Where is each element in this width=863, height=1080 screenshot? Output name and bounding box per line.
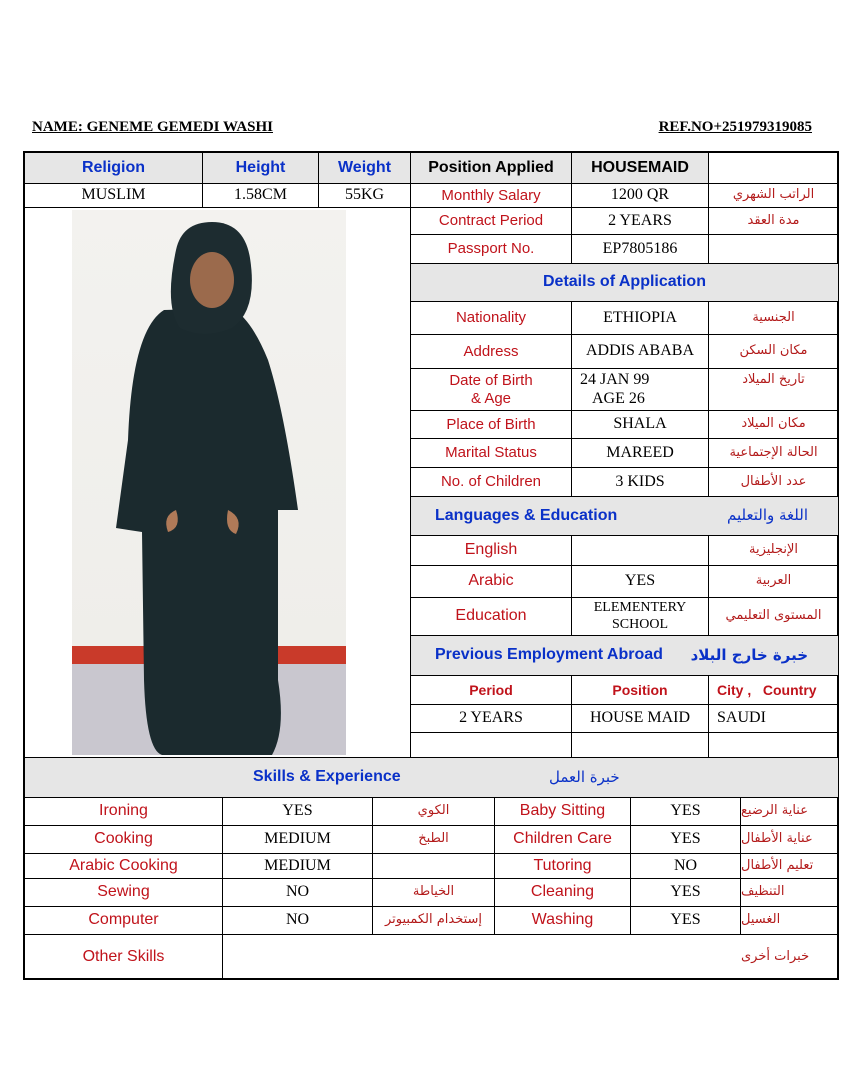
dob-label-line1: Date of Birth: [449, 372, 533, 390]
skill-tutoring-value: NO: [631, 854, 741, 879]
skill-cleaning-value: YES: [631, 879, 741, 907]
dob-value-line2: AGE 26: [592, 389, 645, 407]
employment-section-title: [411, 636, 839, 676]
skill-children-care-arabic: عناية الأطفال: [741, 826, 839, 854]
english-arabic: الإنجليزية: [709, 536, 839, 566]
education-value-line2: SCHOOL: [611, 616, 668, 632]
place-of-birth-value: SHALA: [572, 411, 709, 439]
position-applied-value: HOUSEMAID: [572, 153, 709, 184]
children-label: No. of Children: [411, 468, 572, 497]
arabic-arabic: العربية: [709, 566, 839, 598]
skill-computer-label: Computer: [25, 907, 223, 935]
applicant-photo: [72, 210, 346, 755]
skill-ironing-label: Ironing: [25, 798, 223, 826]
children-arabic: عدد الأطفال: [709, 468, 839, 497]
skill-arabic-cooking-arabic: [373, 854, 495, 879]
salary-label: Monthly Salary: [411, 184, 572, 208]
other-skills-arabic: خبرات أخرى: [741, 949, 810, 965]
dob-label-line2: & Age: [470, 389, 512, 407]
skill-tutoring-arabic: تعليم الأطفال: [741, 854, 839, 879]
arabic-label: Arabic: [411, 566, 572, 598]
skill-baby-sitting-value: YES: [631, 798, 741, 826]
blank-cell: [709, 235, 839, 264]
employment-position: HOUSE MAID: [572, 705, 709, 733]
blank-cell: [709, 153, 839, 184]
skill-computer-arabic: إستخدام الكمبيوتر: [373, 907, 495, 935]
skill-children-care-value: YES: [631, 826, 741, 854]
contract-label: Contract Period: [411, 208, 572, 235]
height-value: 1.58CM: [203, 184, 319, 208]
passport-label: Passport No.: [411, 235, 572, 264]
languages-section-title: [411, 497, 839, 536]
country-header: City , Country: [709, 676, 839, 705]
religion-value: MUSLIM: [25, 184, 203, 208]
employment-period: 2 YEARS: [411, 705, 572, 733]
marital-status-arabic: الحالة الإجتماعية: [709, 439, 839, 468]
application-form: [23, 151, 839, 980]
place-of-birth-arabic: مكان الميلاد: [709, 411, 839, 439]
children-value: 3 KIDS: [572, 468, 709, 497]
reference-number: REF.NO+251979319085: [658, 119, 812, 135]
address-value: ADDIS ABABA: [572, 335, 709, 369]
skill-ironing-arabic: الكوي: [373, 798, 495, 826]
skill-cooking-value: MEDIUM: [223, 826, 373, 854]
arabic-value: YES: [572, 566, 709, 598]
skill-cleaning-arabic: التنظيف: [741, 879, 839, 907]
details-section-title: Details of Application: [411, 264, 839, 302]
english-label: English: [411, 536, 572, 566]
blank-cell: [572, 733, 709, 758]
languages-title: Languages & Education: [435, 506, 618, 524]
skill-tutoring-label: Tutoring: [495, 854, 631, 879]
period-header: Period: [411, 676, 572, 705]
skill-children-care-label: Children Care: [495, 826, 631, 854]
contract-value: 2 YEARS: [572, 208, 709, 235]
address-arabic: مكان السكن: [709, 335, 839, 369]
place-of-birth-label: Place of Birth: [411, 411, 572, 439]
skills-title: Skills & Experience: [253, 768, 401, 786]
skill-arabic-cooking-label: Arabic Cooking: [25, 854, 223, 879]
skill-washing-value: YES: [631, 907, 741, 935]
passport-value: EP7805186: [572, 235, 709, 264]
dob-arabic: تاريخ الميلاد: [709, 369, 839, 411]
height-header: Height: [203, 153, 319, 184]
skill-sewing-value: NO: [223, 879, 373, 907]
weight-header: Weight: [319, 153, 411, 184]
education-label: Education: [411, 598, 572, 636]
dob-label: [411, 369, 572, 411]
education-arabic: المستوى التعليمي: [709, 598, 839, 636]
blank-cell: [709, 733, 839, 758]
position-header: Position: [572, 676, 709, 705]
dob-value-line1: 24 JAN 99: [580, 371, 650, 389]
skill-baby-sitting-label: Baby Sitting: [495, 798, 631, 826]
skill-cooking-arabic: الطبخ: [373, 826, 495, 854]
other-skills-label: Other Skills: [25, 935, 223, 980]
marital-status-label: Marital Status: [411, 439, 572, 468]
religion-header: Religion: [25, 153, 203, 184]
skill-cleaning-label: Cleaning: [495, 879, 631, 907]
skill-baby-sitting-arabic: عناية الرضيع: [741, 798, 839, 826]
skills-section-title: [25, 758, 839, 798]
position-applied-label: Position Applied: [411, 153, 572, 184]
contract-arabic: مدة العقد: [709, 208, 839, 235]
marital-status-value: MAREED: [572, 439, 709, 468]
nationality-label: Nationality: [411, 302, 572, 335]
education-value: [572, 598, 709, 636]
skill-ironing-value: YES: [223, 798, 373, 826]
employment-title-arabic: خبرة خارج البلاد: [690, 645, 808, 664]
blank-cell: [411, 733, 572, 758]
skill-computer-value: NO: [223, 907, 373, 935]
nationality-value: ETHIOPIA: [572, 302, 709, 335]
dob-value: [572, 369, 709, 411]
other-skills-value: [223, 935, 741, 980]
salary-value: 1200 QR: [572, 184, 709, 208]
skill-sewing-arabic: الخياطة: [373, 879, 495, 907]
skill-washing-arabic: الغسيل: [741, 907, 839, 935]
skill-cooking-label: Cooking: [25, 826, 223, 854]
skill-washing-label: Washing: [495, 907, 631, 935]
education-value-line1: ELEMENTERY: [593, 600, 687, 616]
skill-arabic-cooking-value: MEDIUM: [223, 854, 373, 879]
english-value: [572, 536, 709, 566]
nationality-arabic: الجنسية: [709, 302, 839, 335]
languages-title-arabic: اللغة والتعليم: [727, 506, 808, 525]
skill-sewing-label: Sewing: [25, 879, 223, 907]
address-label: Address: [411, 335, 572, 369]
weight-value: 55KG: [319, 184, 411, 208]
employment-country: SAUDI: [709, 705, 839, 733]
skills-title-arabic: خبرة العمل: [549, 767, 620, 786]
applicant-name: NAME: GENEME GEMEDI WASHI: [32, 119, 273, 135]
salary-arabic: الراتب الشهري: [709, 184, 839, 208]
employment-title: Previous Employment Abroad: [435, 646, 663, 664]
